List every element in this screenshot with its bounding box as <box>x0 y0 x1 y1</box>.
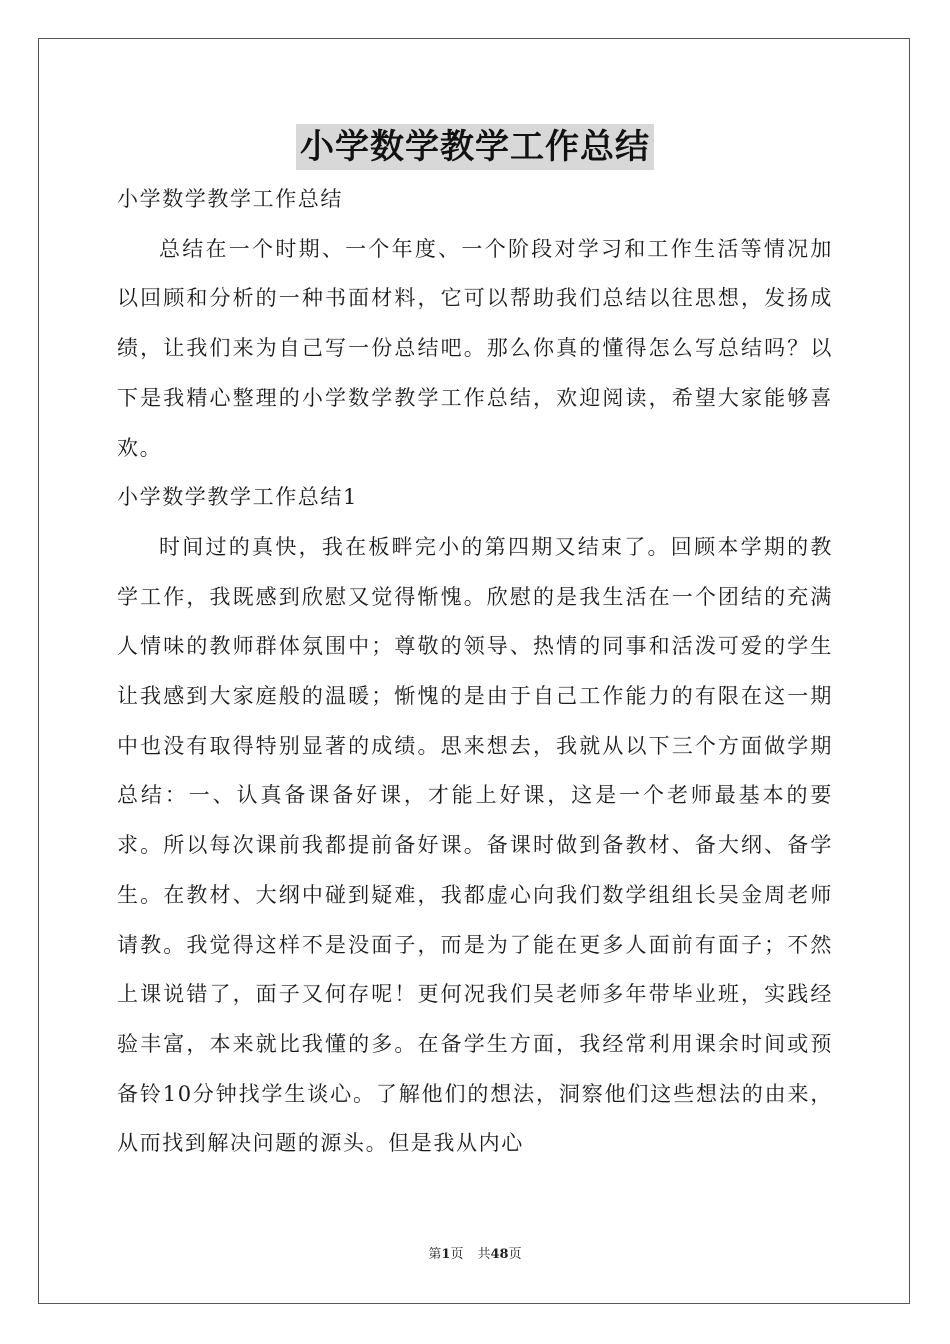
total-suffix: 页 <box>508 1247 522 1262</box>
document-body <box>117 175 833 1169</box>
page-footer <box>0 1246 950 1264</box>
subtitle-line: 小学数学教学工作总结 <box>117 187 343 211</box>
page-prefix: 第 <box>428 1247 442 1262</box>
page-suffix: 页 <box>450 1247 464 1262</box>
intro-paragraph: 总结在一个时期、一个年度、一个阶段对学习和工作生活等情况加以回顾和分析的一种书面材料，它可以帮助我们总结以往思想，发扬成绩，让我们来为自己写一份总结吧。那么你真的懂得怎么写总结吗？以下是我精心整理的小学数学教学工作总结，欢迎阅读，希望大家能够喜欢。 <box>117 236 833 460</box>
total-page-count: 48 <box>490 1247 509 1262</box>
section-paragraph: 时间过的真快，我在板畔完小的第四期又结束了。回顾本学期的教学工作，我既感到欣慰又觉得惭愧。欣慰的是我生活在一个团结的充满人情味的教师群体氛围中；尊敬的领导、热情的同事和活泼可爱的学生让我感到大家庭般的温暖；惭愧的是由于自己工作能力的有限在这一期中也没有取得特别显著的成绩。思来想去，我就从以下三个方面做学期总结：一、认真备课备好课，才能上好课，这是一个老师最基本的要求。所以每次课前我都提前备好课。备课时做到备教材、备大纲、备学生。在教材、大纲中碰到疑难，我都虚心向我们数学组组长吴金周老师请教。我觉得这样不是没面子，而是为了能在更多人面前有面子；不然上课说错了，面子又何存呢！更何况我们吴老师多年带毕业班，实践经验丰富，本来就比我懂的多。在备学生方面，我经常利用课余时间或预备铃10分钟找学生谈心。了解他们的想法，洞察他们这些想法的由来，从而找到解决问题的源头。但是我从内心 <box>117 534 833 1156</box>
title-container <box>0 124 950 170</box>
total-prefix: 共 <box>477 1247 491 1262</box>
document-title: 小学数学教学工作总结 <box>296 124 654 170</box>
current-page-number: 1 <box>441 1247 451 1262</box>
section-heading: 小学数学教学工作总结1 <box>117 485 358 510</box>
